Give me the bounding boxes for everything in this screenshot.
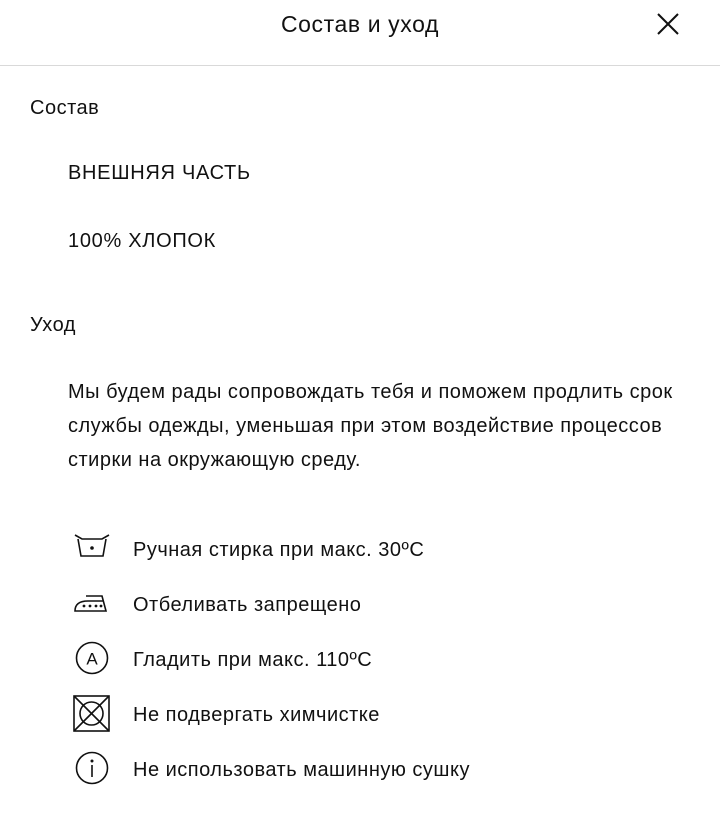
care-item-hand-wash bbox=[68, 530, 688, 570]
hand-wash-icon bbox=[68, 530, 116, 570]
composition-part-label: ВНЕШНЯЯ ЧАСТЬ bbox=[68, 162, 251, 184]
no-dry-clean-icon bbox=[68, 695, 116, 735]
care-item-label: Ручная стирка при макс. 30ºC bbox=[133, 539, 425, 561]
composition-material: 100% ХЛОПОК bbox=[68, 230, 217, 252]
care-item-label: Гладить при макс. 110ºC bbox=[133, 649, 373, 671]
modal-header bbox=[0, 0, 720, 66]
care-item-tumble-dry bbox=[68, 750, 688, 790]
care-item-label: Не подвергать химчистке bbox=[133, 704, 380, 726]
info-circle-icon bbox=[68, 750, 116, 790]
dry-clean-a-icon bbox=[68, 640, 116, 680]
care-item-label: Отбеливать запрещено bbox=[133, 594, 362, 616]
care-item-dry-clean bbox=[68, 695, 688, 735]
care-description: Мы будем рады сопровождать тебя и поможем продлить срок службы одежды, уменьшая при этом воздействие процессов стирки на окружающую среду. bbox=[68, 381, 673, 471]
close-icon bbox=[652, 8, 684, 40]
close-button[interactable] bbox=[652, 8, 684, 40]
modal-title: Состав и уход bbox=[280, 11, 440, 37]
care-item-ironing bbox=[68, 640, 688, 680]
care-title: Уход bbox=[30, 314, 76, 336]
care-item-bleach bbox=[68, 585, 688, 625]
svg-text:A: A bbox=[86, 649, 98, 669]
composition-title: Состав bbox=[30, 97, 100, 119]
care-item-label: Не использовать машинную сушку bbox=[133, 759, 470, 781]
iron-icon bbox=[68, 585, 116, 625]
